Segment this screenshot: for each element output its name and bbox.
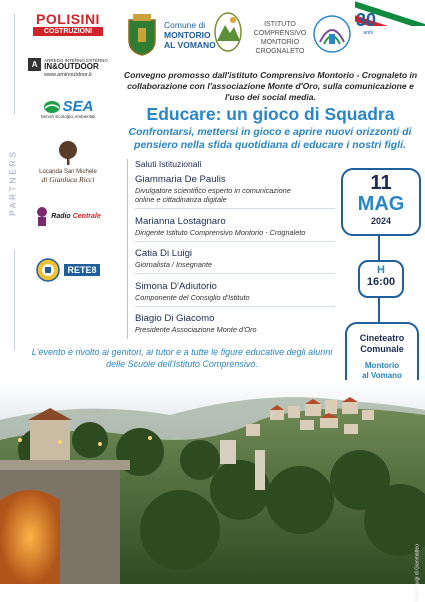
comune-montorio-logo: Comune di MONTORIO AL VOMANO <box>164 20 216 50</box>
montorio-landscape-photo <box>0 380 425 584</box>
sea-wave-icon <box>43 100 61 114</box>
speaker-item <box>135 313 345 334</box>
page-subtitle: Confrontarsi, mettersi in gioco e aprire nuovi orizzonti di pensiero nella sfida quotidiana di educare i nostri figli. <box>128 126 412 151</box>
event-time-label: H <box>377 264 385 276</box>
tree-icon <box>55 140 81 166</box>
event-time-box <box>358 260 404 298</box>
speaker-name: Marianna Lostagnaro <box>135 216 226 227</box>
polisini-logo: POLISINI COSTRUZIONI <box>27 12 109 36</box>
partners-label: PARTNERS <box>8 149 18 216</box>
place-line-1: Cineteatro <box>359 333 405 343</box>
arredo-outdoor-logo: A ARREDO INTERNO ESTERNO IN&OUTDOOR www.aminoutdoor.it <box>27 58 109 78</box>
saluti-istituzionali: Saluti Istituzionali <box>135 159 202 169</box>
event-month: MAG <box>357 193 405 215</box>
speaker-item <box>135 248 345 274</box>
radio-centrale-logo: Radio Centrale <box>27 206 109 231</box>
speaker-role: Componente del Consiglio d'Istituto <box>135 293 250 302</box>
speaker-role: Giornalista / Insegnante <box>135 260 213 269</box>
event-year: 2024 <box>370 216 392 226</box>
event-day: 11 <box>370 172 392 194</box>
speaker-item <box>135 216 345 242</box>
istituto-mountain-icon <box>213 11 243 53</box>
speakers-divider <box>127 159 128 339</box>
speaker-item <box>135 174 345 209</box>
rete8-logo: RETE8 <box>27 258 109 282</box>
radio-figure-icon <box>35 206 49 226</box>
sea-logo: SEA Servizi Ecologici Ambientali <box>40 98 96 119</box>
audience-notice: L'evento è rivolto ai genitori, ai tutor e a tutte le figure educative degli alunni delle Scuole dell'Istituto Comprensivo. <box>31 347 333 369</box>
partners-divider-top <box>14 14 15 114</box>
event-date-box <box>341 168 421 236</box>
speaker-name: Catia Di Luigi <box>135 248 193 259</box>
speaker-role: Dirigente Istituto Comprensivo Montorio - Crognaleto <box>135 228 306 237</box>
place-line-4: al Vomano <box>362 371 402 380</box>
photo-credit: Photo Luigi di Gianmatteo <box>415 544 421 602</box>
place-line-2: Comunale <box>360 344 404 354</box>
intro-text: Convegno promosso dall'istituto Comprensivo Montorio - Crognaleto in collaborazione con l'associazione Monte d'Oro, sulla comunicazione e l'uso dei social media. <box>123 70 418 102</box>
thirty-years-sub: anni <box>363 30 373 36</box>
comunicazione-network-icon <box>312 14 352 54</box>
speaker-name: Biagio Di Giacomo <box>135 313 215 324</box>
comune-crest-icon <box>125 12 159 56</box>
speaker-name: Simona D'Adiutorio <box>135 281 217 292</box>
istituto-comprensivo-logo: ISTITUTO COMPRENSIVO MONTORIO CROGNALETO <box>253 21 307 55</box>
locanda-san-michele-logo: Locanda San Michele di Gianluca Ricci <box>27 140 109 184</box>
place-line-3: Montorio <box>364 361 400 370</box>
speaker-name: Giammaria De Paulis <box>135 174 226 185</box>
speaker-role: Presidente Associazione Monte d'Oro <box>135 325 257 334</box>
thirty-years-badge: 30 <box>356 10 377 30</box>
event-time-value: 16:00 <box>366 276 396 288</box>
date-time-connector <box>378 234 380 260</box>
rete8-badge-icon <box>36 258 60 282</box>
partners-divider-bottom <box>14 250 15 350</box>
arredo-mark-icon: A <box>28 58 41 71</box>
page-title: Educare: un gioco di Squadra <box>146 104 395 124</box>
speaker-item <box>135 281 345 307</box>
speaker-role: Divulgatore scientifico esperto in comunicazione online e cittadinanza digitale <box>135 186 291 204</box>
time-place-connector <box>378 296 380 322</box>
